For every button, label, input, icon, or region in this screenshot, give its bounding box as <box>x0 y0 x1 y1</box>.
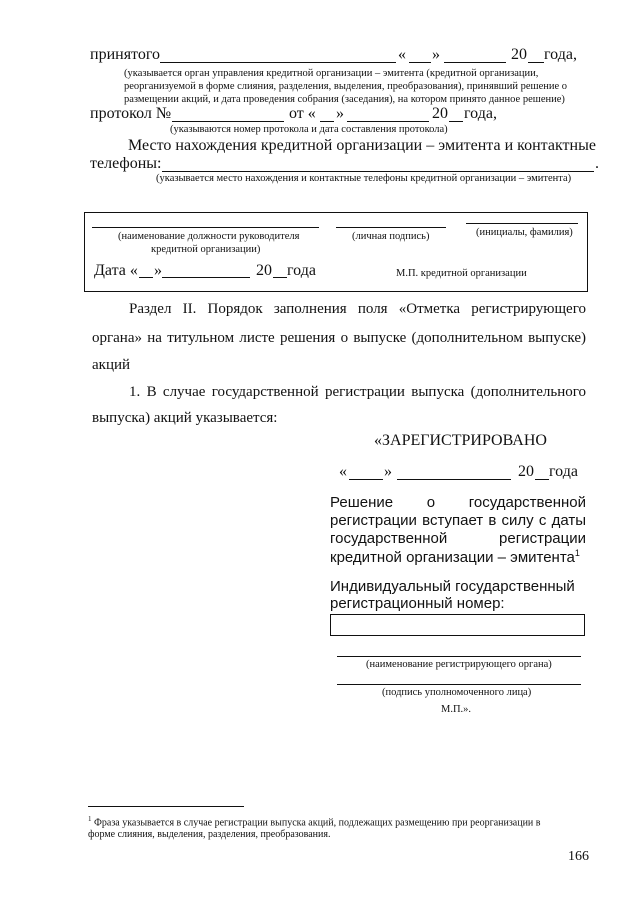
reg-number-line2: регистрационный номер: <box>330 595 505 612</box>
signer-note: (подпись уполномоченного лица) <box>382 687 532 698</box>
footnote-line1: $^1$ Фраза указывается в случае регистрации выпуска акций, подлежащих размещению при реорганизации в <box>88 815 541 829</box>
box-year-line <box>273 277 287 278</box>
reg-year-prefix: 20 <box>518 463 534 480</box>
protocol-year-line <box>449 121 463 122</box>
section-heading-line3: акций <box>92 357 131 373</box>
reg-date-quote-close: » <box>384 463 392 480</box>
protocol-year-prefix: 20 <box>432 105 448 122</box>
page-number: 166 <box>568 849 589 864</box>
location-line2: телефоны: <box>90 155 162 172</box>
section-heading-line2: органа» на титульном листе решения о выпуске (дополнительном выпуске) <box>92 330 586 346</box>
date-year-line <box>528 62 544 63</box>
paragraph-line2: выпуска) акций указывается: <box>92 410 278 426</box>
footnote-separator <box>88 806 244 807</box>
box-stamp: М.П. кредитной организации <box>396 268 527 279</box>
protocol-label: протокол № <box>90 105 172 122</box>
registration-stamp: М.П.». <box>441 704 472 715</box>
decision-line4: кредитной организации – эмитента$^1$ <box>330 548 580 566</box>
initials-note: (инициалы, фамилия) <box>476 227 573 238</box>
section-heading-line1: Раздел II. Порядок заполнения поля «Отметка регистрирующего <box>129 301 586 317</box>
reg-date-quote-open: « <box>339 463 347 480</box>
date-quote-open: « <box>398 46 406 63</box>
protocol-year-suffix: года, <box>464 105 497 122</box>
footnote-ref: 1 <box>574 548 580 558</box>
location-line1: Место нахождения кредитной организации – эмитента и контактные <box>128 137 596 154</box>
note-location: (указывается место нахождения и контактные телефоны кредитной организации – эмитента) <box>156 173 572 184</box>
protocol-quote-close: » <box>336 105 344 122</box>
signer-line <box>337 684 581 685</box>
protocol-from-label: от « <box>289 105 316 122</box>
protocol-number-line <box>172 121 284 122</box>
box-year-suffix: года <box>287 262 316 279</box>
reg-year-line <box>535 479 549 480</box>
position-line <box>92 227 319 228</box>
reg-year-suffix: года <box>549 463 578 480</box>
initials-line <box>466 223 578 224</box>
paragraph-line1: 1. В случае государственной регистрации выпуска (дополнительного <box>129 384 586 400</box>
note-org-line2: реорганизуемой в форме слияния, разделения, выделения, преобразования), принявший решение о <box>124 81 568 92</box>
decision-body-line <box>160 62 396 63</box>
box-date-day-line <box>139 277 153 278</box>
signature-note: (личная подпись) <box>352 231 430 242</box>
decision-line1: Решение о государственной <box>330 494 586 511</box>
box-date-close: » <box>154 262 162 279</box>
decision-line3: государственной регистрации <box>330 530 586 547</box>
box-year-prefix: 20 <box>256 262 272 279</box>
date-year-prefix: 20 <box>511 46 527 63</box>
note-org-line1: (указывается орган управления кредитной организации – эмитента (кредитной организации, <box>124 68 539 79</box>
box-date-label: Дата « <box>94 262 138 279</box>
location-line <box>162 171 594 172</box>
reg-date-day-line <box>349 479 383 480</box>
location-dot: . <box>595 155 599 172</box>
authority-note: (наименование регистрирующего органа) <box>366 659 552 670</box>
decision-line2: регистрации вступает в силу с даты <box>330 512 586 529</box>
box-date-month-line <box>162 277 250 278</box>
reg-number-line1: Индивидуальный государственный <box>330 578 575 595</box>
reg-number-field[interactable] <box>330 614 585 636</box>
footnote-line2: форме слияния, выделения, разделения, преобразования. <box>88 829 331 840</box>
position-note-line1: (наименование должности руководителя <box>118 231 300 242</box>
accepted-label: принятого <box>90 46 160 63</box>
date-month-line <box>444 62 506 63</box>
registered-heading: «ЗАРЕГИСТРИРОВАНО <box>374 432 547 449</box>
signature-line <box>336 227 446 228</box>
protocol-month-line <box>347 121 429 122</box>
note-org-line3: размещении акций, и дата проведения собрания (заседания), на котором принято данное решение) <box>124 94 565 105</box>
date-quote-close: » <box>432 46 440 63</box>
authority-line <box>337 656 581 657</box>
position-note-line2: кредитной организации) <box>151 244 261 255</box>
date-year-suffix: года, <box>544 46 577 63</box>
note-protocol: (указываются номер протокола и дата составления протокола) <box>170 124 448 135</box>
protocol-day-line <box>320 121 334 122</box>
footnote-mark: 1 <box>88 815 92 823</box>
date-day-line <box>409 62 431 63</box>
reg-date-month-line <box>397 479 511 480</box>
